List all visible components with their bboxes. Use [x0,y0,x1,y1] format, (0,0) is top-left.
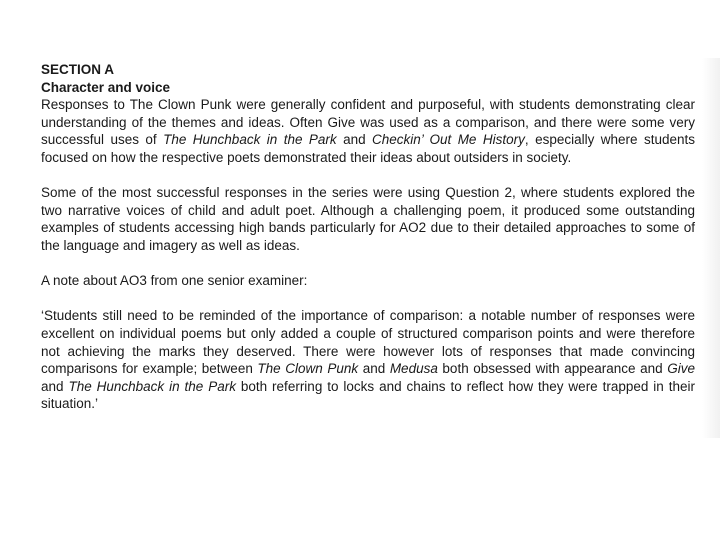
poem-title: The Hunchback in the Park [163,132,337,148]
poem-title: Checkin’ Out Me History [372,132,525,148]
section-subtitle: Character and voice [41,79,171,95]
quote-text: both obsessed with appearance and [437,361,668,377]
quote-text: ‘Students still need to be reminded of the importance of comparison: a notable number of responses were excellent on individual poems but only added a couple of structured comparison points and were therefore not achieving the marks they deserved. There were however lots of responses that made convincing comparisons for example; between [41,308,695,377]
examiner-quote [41,307,695,413]
poem-title: The Hunchback in the Park [68,378,236,394]
paragraph-clown-punk [41,96,695,166]
quote-text: and [41,378,69,394]
section-title: SECTION A [41,62,115,77]
document-body [41,61,695,438]
paragraph-question-2: Some of the most successful responses in the series were using Question 2, where students explored the two narrative voices of child and adult poet. Although a challenging poem, it produced some outstanding examples of students accessing high bands particularly for AO2 due to their detailed approaches to some of the language and imagery as well as ideas. [41,185,695,253]
paragraph-text: Responses to The Clown Punk were generally confident and purposeful, with students demonstrating clear understanding of the themes and ideas. Often Give was used as a comparison, and there were some very successful uses of [41,97,695,148]
quote-text: both referring to locks and chains to reflect how they were trapped in their situation.’ [41,378,695,412]
poem-title: Give [667,361,695,377]
paragraph-text: and [336,132,373,148]
poem-title: The Clown Punk [257,361,359,377]
page-edge-shade [702,58,720,438]
paragraph-text: , especially where students focused on how the respective poets demonstrated their ideas about outsiders in society. [41,132,696,165]
quote-text: and [358,361,390,377]
poem-title: Medusa [389,361,438,377]
note-intro: A note about AO3 from one senior examiner: [41,273,308,289]
